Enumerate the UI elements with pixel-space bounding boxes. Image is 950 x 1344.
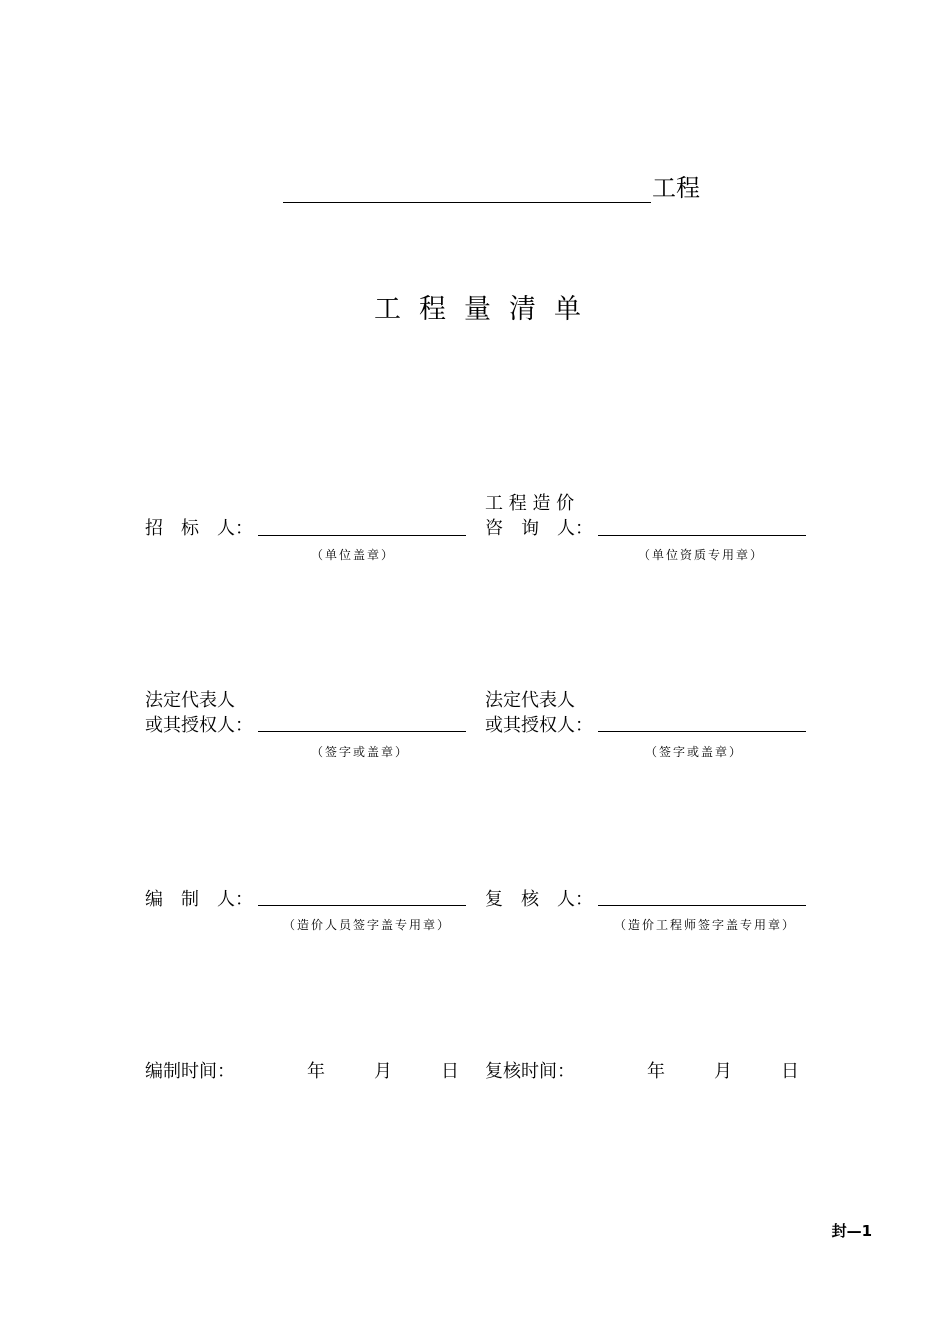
cost-consultant-label: 咨 询 人： <box>485 518 593 539</box>
cost-consultant-signature-line <box>598 535 806 536</box>
review-date-year: 年 <box>647 1061 665 1082</box>
page-number: 封—1 <box>831 1222 872 1240</box>
reviewer-signature-line <box>598 905 806 906</box>
legal-rep-right-note: （签字或盖章） <box>645 745 744 759</box>
compiler-note: （造价人员签字盖专用章） <box>283 918 452 932</box>
review-date-day: 日 <box>781 1061 799 1082</box>
reviewer-label: 复 核 人： <box>485 889 593 910</box>
reviewer-note: （造价工程师签字盖专用章） <box>614 918 797 932</box>
project-name-blank <box>283 202 651 203</box>
compiler-label: 编 制 人： <box>145 889 253 910</box>
legal-rep-left-label: 或其授权人： <box>145 715 253 736</box>
compile-date-year: 年 <box>307 1061 325 1082</box>
compile-date-day: 日 <box>441 1061 459 1082</box>
page-title: 工程量清单 <box>374 294 599 325</box>
legal-rep-left-note: （签字或盖章） <box>311 745 410 759</box>
tenderer-signature-line <box>258 535 466 536</box>
legal-rep-right-label-top: 法定代表人 <box>485 690 575 711</box>
legal-rep-left-label-top: 法定代表人 <box>145 690 235 711</box>
review-date-label: 复核时间： <box>485 1061 575 1082</box>
compile-date-month: 月 <box>374 1061 392 1082</box>
review-date-month: 月 <box>714 1061 732 1082</box>
project-suffix: 工程 <box>652 174 700 202</box>
compiler-signature-line <box>258 905 466 906</box>
legal-rep-right-signature-line <box>598 731 806 732</box>
cost-consultant-label-top: 工 程 造 价 <box>485 493 575 514</box>
legal-rep-left-signature-line <box>258 731 466 732</box>
compile-date-label: 编制时间： <box>145 1061 235 1082</box>
tenderer-label: 招 标 人： <box>145 518 253 539</box>
tenderer-note: （单位盖章） <box>311 548 396 562</box>
legal-rep-right-label: 或其授权人： <box>485 715 593 736</box>
cost-consultant-note: （单位资质专用章） <box>638 548 765 562</box>
